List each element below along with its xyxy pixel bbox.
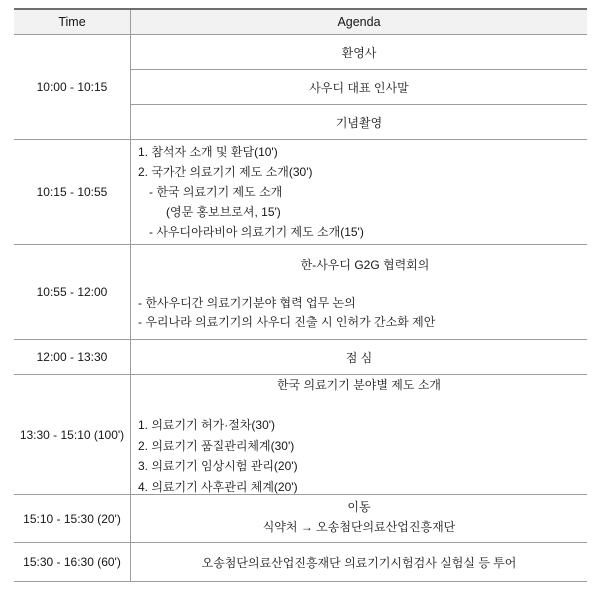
agenda-item-welcome-speech: 환영사 bbox=[131, 35, 587, 70]
agenda-subline: - 한국 의료기기 제도 소개 bbox=[149, 185, 283, 199]
agenda-item-lab-tour: 오송첨단의료산업진흥재단 의료기기시험검사 실험실 등 투어 bbox=[131, 543, 587, 582]
time-slot-7: 15:30 - 16:30 (60') bbox=[14, 543, 131, 582]
agenda-line: 1. 의료기기 허가·절차(30') bbox=[138, 418, 276, 432]
agenda-subline-note: (영문 홍보브로셔, 15') bbox=[166, 205, 281, 219]
agenda-cell-3 bbox=[131, 245, 587, 340]
time-slot-6: 15:10 - 15:30 (20') bbox=[14, 495, 131, 543]
time-column-header: Time bbox=[14, 10, 131, 35]
agenda-subline: - 사우디아라비아 의료기기 제도 소개(15') bbox=[149, 225, 364, 239]
time-slot-2: 10:15 - 10:55 bbox=[14, 140, 131, 245]
agenda-cell-5 bbox=[131, 375, 587, 495]
agenda-line: 1. 참석자 소개 및 환담(10') bbox=[138, 145, 278, 159]
time-slot-1: 10:00 - 10:15 bbox=[14, 35, 131, 140]
agenda-line: 2. 의료기기 품질관리체계(30') bbox=[138, 438, 295, 453]
agenda-item-transfer: 이동 bbox=[347, 500, 371, 514]
agenda-line: 2. 국가간 의료기기 제도 소개(30') bbox=[138, 165, 313, 179]
agenda-line: - 우리나라 의료기기의 사우디 진출 시 인허가 간소화 제안 bbox=[138, 315, 436, 329]
agenda-section-title: 한국 의료기기 분야별 제도 소개 bbox=[276, 378, 442, 392]
time-slot-5: 13:30 - 15:10 (100') bbox=[14, 375, 131, 495]
agenda-cell-2 bbox=[131, 140, 587, 245]
agenda-item-route: 식약처 → 오송첨단의료산업진흥재단 bbox=[262, 520, 456, 534]
agenda-item-photo-session: 기념촬영 bbox=[131, 105, 587, 140]
agenda-line: 3. 의료기기 임상시험 관리(20') bbox=[138, 459, 298, 473]
time-slot-3: 10:55 - 12:00 bbox=[14, 245, 131, 340]
agenda-item-lunch: 점 심 bbox=[131, 340, 587, 375]
agenda-item-saudi-greeting: 사우디 대표 인사말 bbox=[131, 70, 587, 105]
agenda-column-header: Agenda bbox=[131, 10, 587, 35]
agenda-cell-6 bbox=[131, 495, 587, 543]
agenda-table bbox=[14, 8, 587, 582]
agenda-line: - 한사우디간 의료기기분야 협력 업무 논의 bbox=[138, 296, 356, 310]
time-slot-4: 12:00 - 13:30 bbox=[14, 340, 131, 375]
agenda-section-title: 한-사우디 G2G 협력회의 bbox=[300, 258, 430, 272]
agenda-line: 4. 의료기기 사후관리 체계(20') bbox=[138, 479, 298, 494]
